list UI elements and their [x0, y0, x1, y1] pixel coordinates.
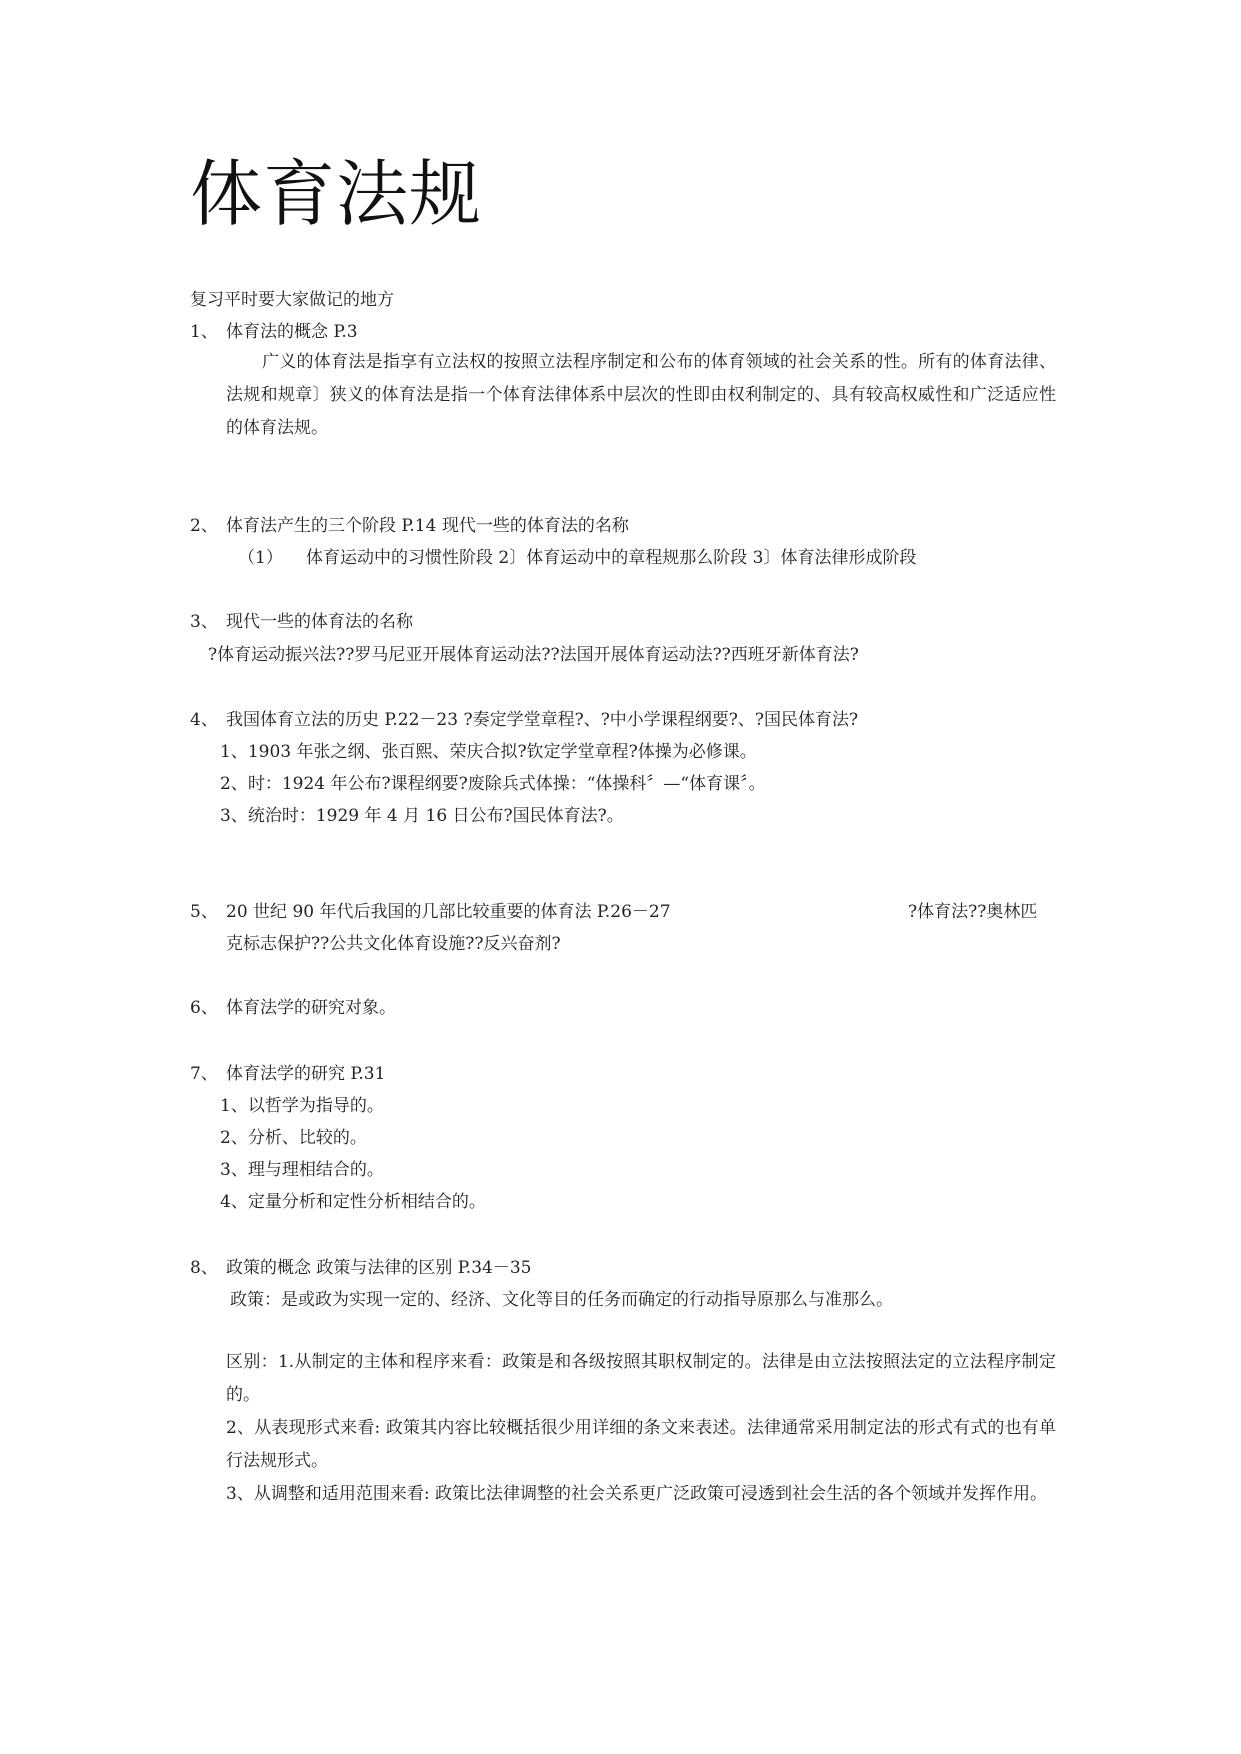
section-7-heading: 体育法学的研究 P.31 [226, 1064, 386, 1084]
section-4-number: 4、 [190, 710, 218, 730]
section-7-item-3: 3、理与理相结合的。 [220, 1160, 384, 1180]
section-4-item-1: 1、1903 年张之纲、张百熙、荣庆合拟?钦定学堂章程?体操为必修课。 [220, 742, 757, 762]
section-8-difference-2: 2、从表现形式来看: 政策其内容比较概括很少用详细的条文来表述。法律通常采用制定法的形式有式的也有单行法规形式。 [226, 1418, 1056, 1471]
section-4-item-2: 2、时：1924 年公布?课程纲要?废除兵式体操：“体操科〞—“体育课〞。 [220, 774, 766, 794]
section-7-item-2: 2、分析、比较的。 [220, 1128, 367, 1148]
document-title: 体育法规 [190, 152, 483, 236]
section-8-heading: 政策的概念 政策与法律的区别 P.34－35 [226, 1258, 532, 1278]
intro-text: 复习平时要大家做记的地方 [190, 290, 394, 310]
section-1-heading: 体育法的概念 P.3 [226, 322, 358, 342]
section-6-number: 6、 [190, 998, 218, 1018]
section-7-number: 7、 [190, 1064, 218, 1084]
section-3-heading: 现代一些的体育法的名称 [226, 612, 413, 632]
section-2-heading: 体育法产生的三个阶段 P.14 现代一些的体育法的名称 [226, 516, 629, 536]
section-3-number: 3、 [190, 612, 218, 632]
section-3-line: ?体育运动振兴法??罗马尼亚开展体育运动法??法国开展体育运动法??西班牙新体育法? [208, 645, 859, 665]
section-8-difference-3: 3、从调整和适用范围来看: 政策比法律调整的社会关系更广泛政策可浸透到社会生活的各个领域并发挥作用。 [226, 1484, 1047, 1504]
section-6-heading: 体育法学的研究对象。 [226, 998, 396, 1018]
section-4-item-3: 3、统治时：1929 年 4 月 16 日公布?国民体育法?。 [220, 806, 624, 826]
section-4-heading: 我国体育立法的历史 P.22－23 ?奏定学堂章程?、?中小学课程纲要?、?国民体育法? [226, 710, 859, 730]
section-2-sub-number: （1） [238, 548, 283, 568]
section-8-number: 8、 [190, 1258, 218, 1278]
section-2-number: 2、 [190, 516, 218, 536]
section-7-item-1: 1、以哲学为指导的。 [220, 1096, 384, 1116]
section-1-number: 1、 [190, 322, 218, 342]
section-7-item-4: 4、定量分析和定性分析相结合的。 [220, 1192, 486, 1212]
section-5-continuation: 克标志保护??公共文化体育设施??反兴奋剂? [226, 934, 561, 954]
section-8-difference-1: 区别：1.从制定的主体和程序来看：政策是和各级按照其职权制定的。法律是由立法按照法定的立法程序制定的。 [226, 1352, 1056, 1405]
section-5-number: 5、 [190, 902, 218, 922]
section-1-paragraph: 广义的体育法是指享有立法权的按照立法程序制定和公布的体育领域的社会关系的性。所有的体育法律、法规和规章〕狭义的体育法是指一个体育法律体系中层次的性即由权利制定的、具有较高权威性和广泛适应性的体育法规。 [226, 352, 1056, 438]
section-5-heading: 20 世纪 90 年代后我国的几部比较重要的体育法 P.26－27 [226, 902, 671, 922]
section-2-sub-text: 体育运动中的习惯性阶段 2〕体育运动中的章程规那么阶段 3〕体育法律形成阶段 [306, 548, 917, 568]
section-5-heading-right: ?体育法??奥林匹 [908, 902, 1038, 922]
section-8-definition: 政策：是或政为实现一定的、经济、文化等目的任务而确定的行动指导原那么与准那么。 [230, 1290, 893, 1310]
